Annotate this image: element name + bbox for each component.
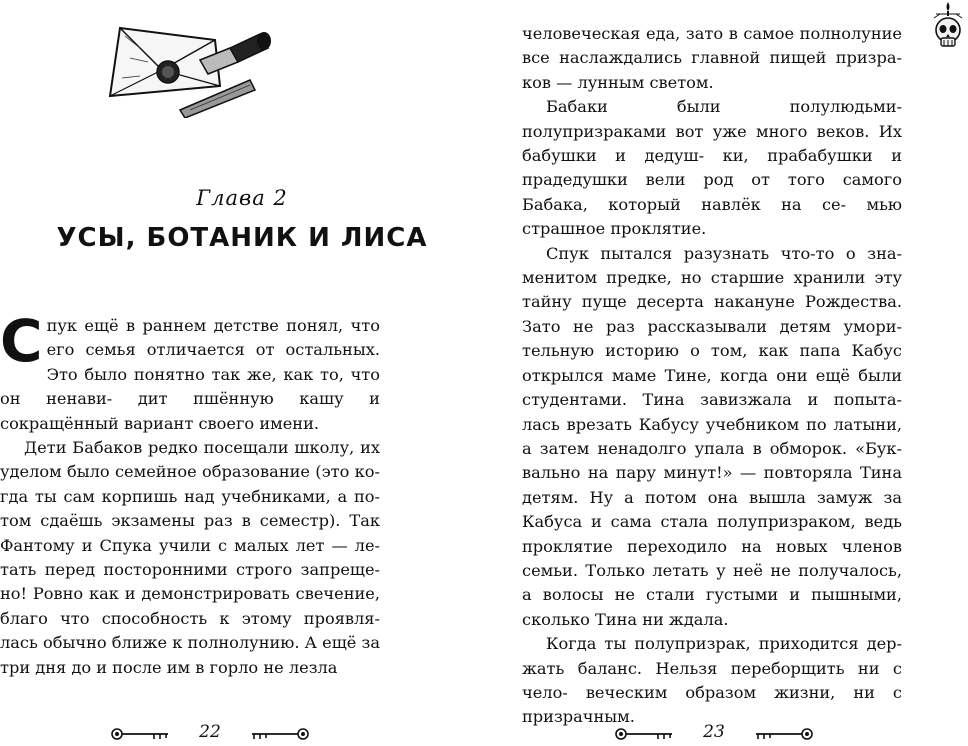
text-line: было понятно так же, как то, что он ненави- xyxy=(0,364,380,409)
text-line: за три дня до и после им в горло не лезла xyxy=(0,633,380,677)
text-line: детям. Ну а потом она вышла замуж за xyxy=(522,487,902,507)
text-line: а волосы не стали густыми и пышными, xyxy=(522,585,902,605)
text-line: Когда ты полупризрак, приходится дер- xyxy=(546,634,902,654)
text-line: а затем ненадолго упала в обморок. «Бук- xyxy=(522,438,902,458)
text-line: проклятие переходило на новых членов xyxy=(522,536,902,556)
text-line: открылся маме Тине, когда они ещё были xyxy=(522,365,902,385)
paragraph xyxy=(522,632,902,730)
skeleton-key-icon xyxy=(110,727,170,741)
skull-candle-icon xyxy=(928,0,968,52)
text-line: дит пшённую кашу и сокращённый вариант xyxy=(0,389,380,433)
text-line: сколько Тина ни ждала. xyxy=(522,609,729,629)
text-line: тайну пуще десерта накануне Рождества. xyxy=(522,292,902,312)
text-line: благо что способность к этому проявля- xyxy=(0,608,380,628)
text-line: лась обычно ближе к полнолунию. А ещё xyxy=(0,633,357,653)
paragraph xyxy=(522,242,902,633)
text-line: все наслаждались главной пищей призра- xyxy=(522,48,902,68)
page-number: 23 xyxy=(703,722,725,742)
right-body-text xyxy=(522,22,902,730)
right-page xyxy=(484,0,968,746)
text-line: ки, прабабушки и прадедушки вели род от xyxy=(522,146,903,190)
text-line: уделом было семейное образование (это ко- xyxy=(0,462,380,482)
skeleton-key-icon xyxy=(754,727,814,741)
chapter-label: Глава 2 xyxy=(196,186,288,210)
skeleton-key-icon xyxy=(614,727,674,741)
chapter-title: УСЫ, БОТАНИК И ЛИСА xyxy=(56,223,428,253)
text-line: пук ещё в раннем детстве понял, что xyxy=(46,316,380,335)
text-line: студентами. Тина завизжала и попыта- xyxy=(522,390,902,410)
left-body-text xyxy=(0,307,380,680)
text-line: того самого Бабака, который навлёк на се- xyxy=(522,170,902,214)
envelope-wax-seal-icon xyxy=(100,18,280,118)
text-line: мью страшное проклятие. xyxy=(522,194,902,239)
text-line: лась врезать Кабусу учебником по латыни, xyxy=(522,414,902,434)
text-line: его семья отличается от остальных. Это xyxy=(46,340,380,384)
text-line: семьи. Только летать у неё не получалось, xyxy=(522,560,902,580)
paragraph xyxy=(522,95,902,241)
page-number: 22 xyxy=(199,722,221,742)
text-line: веческим образом жизни, ни с призрачным. xyxy=(522,682,902,727)
text-line: жать баланс. Нельзя переборщить ни с чело- xyxy=(522,658,902,702)
paragraph xyxy=(0,436,380,680)
text-line: тельную историю о том, как папа Кабус xyxy=(522,341,902,361)
skeleton-key-icon xyxy=(250,727,310,741)
drop-cap: С xyxy=(0,307,43,375)
text-line: Дети Бабаков редко посещали школу, их xyxy=(24,438,380,458)
page-footer xyxy=(614,722,814,746)
text-line: менитом предке, но старшие хранили эту xyxy=(522,268,902,288)
text-line: Бабаки были полулюдьми-полупризраками xyxy=(522,97,902,141)
paragraph xyxy=(522,22,902,95)
text-line: своего имени. xyxy=(198,413,319,433)
text-line: человеческая еда, зато в самое полнолуние xyxy=(522,24,902,43)
text-line: Кабуса и сама стала полупризраком, ведь xyxy=(522,512,902,532)
text-line: тать перед посторонними строго запреще- xyxy=(0,560,380,580)
text-line: Зато не раз рассказывали детям умори- xyxy=(522,316,902,336)
text-line: гда ты сам корпишь над учебниками, а по- xyxy=(0,486,380,506)
text-line: Фантому и Спука учили с малых лет — ле- xyxy=(0,535,380,555)
page-footer xyxy=(110,722,310,746)
text-line: вот уже много веков. Их бабушки и дедуш- xyxy=(522,121,902,166)
text-line: вально на пару минут!» — повторяла Тина xyxy=(522,463,902,483)
text-line: но! Ровно как и демонстрировать свечение, xyxy=(0,584,380,604)
text-line: Спук пытался разузнать что-то о зна- xyxy=(546,243,902,263)
paragraph xyxy=(0,307,380,436)
text-line: том сдаёшь экзамены раз в семестр). Так xyxy=(0,511,380,531)
text-line: ков — лунным светом. xyxy=(522,72,714,92)
